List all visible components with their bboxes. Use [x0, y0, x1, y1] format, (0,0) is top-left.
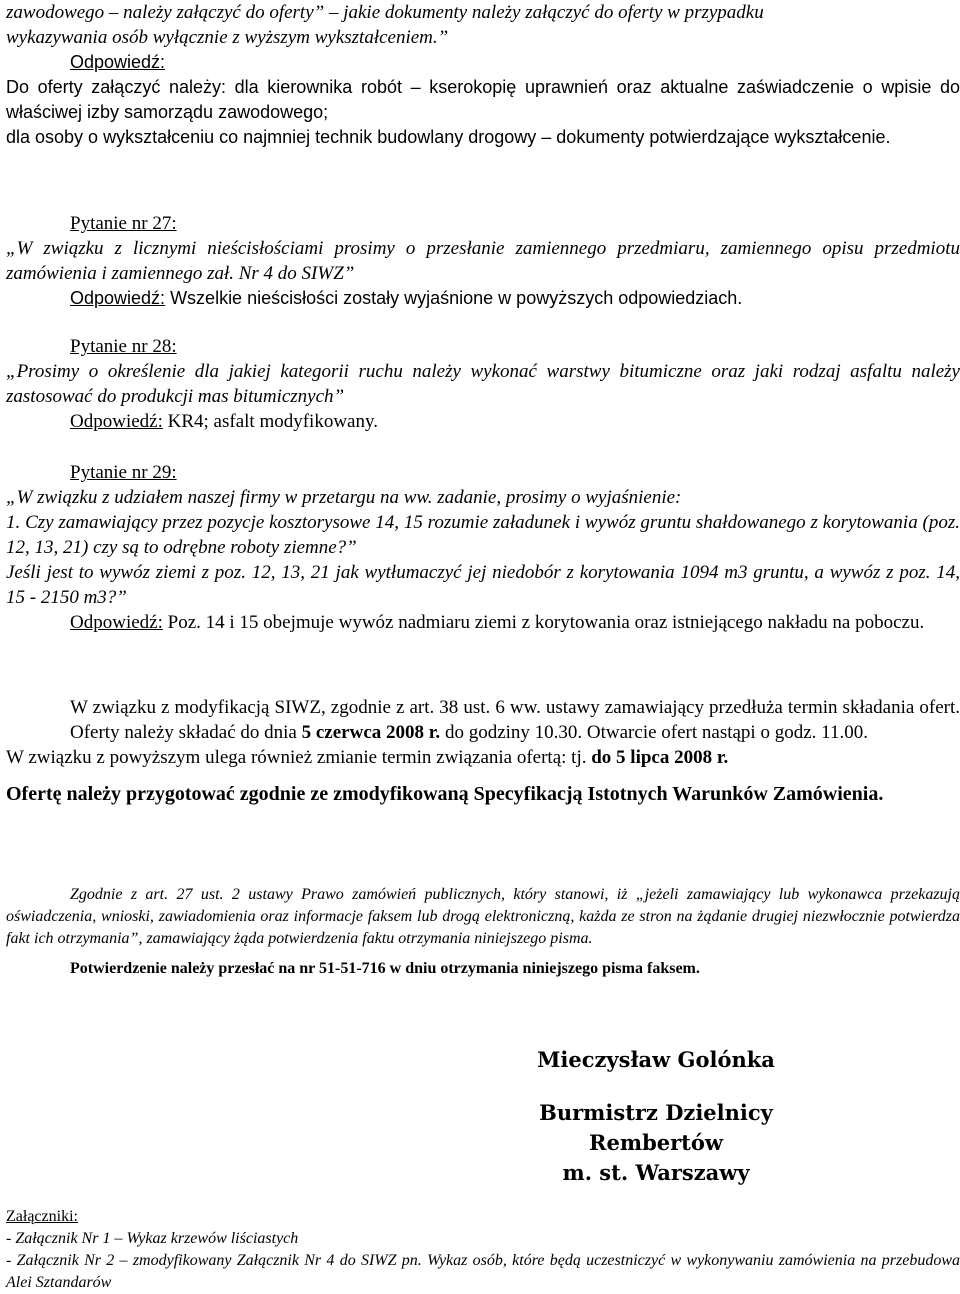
- prev-answer-line1: Do oferty załączyć należy: dla kierownika robót – kserokopię uprawnień oraz aktualne zaświadczenie o wpisie do właściwej izby samorządu zawodowego;: [6, 77, 960, 122]
- question-28-text: „Prosimy o określenie dla jakiej kategorii ruchu należy wykonać warstwy bitumiczne oraz jaki rodzaj asfaltu należy zastosować do produkcji mas bitumicznych”: [6, 361, 960, 407]
- prev-question-line2: wykazywania osób wyłącznie z wyższym wykształceniem.”: [6, 27, 449, 48]
- prev-answer-label: Odpowiedź:: [70, 52, 166, 72]
- question-29-line2: 1. Czy zamawiający przez pozycje kosztorysowe 14, 15 rozumie załadunek i wywóz gruntu shałdowanego z korytowania (poz. 12, 13, 21) czy są to odrębne roboty ziemne?”: [6, 512, 960, 558]
- prev-question-tail: [6, 0, 960, 50]
- attachments: [6, 1206, 960, 1294]
- modification-notice: [6, 695, 960, 807]
- attachment-item-2: - Załącznik Nr 2 – zmodyfikowany Załącznik Nr 4 do SIWZ pn. Wykaz osób, które będą uczestniczyć w wykonywaniu zamówienia na przebudowa Alei Sztandarów: [6, 1252, 960, 1291]
- question-28-answer: [6, 409, 960, 434]
- prev-answer-line2: dla osoby o wykształceniu co najmniej technik budowlany drogowy – dokumenty potwierdzające wykształcenie.: [6, 127, 891, 147]
- binding-text: W związku z powyższym ulega również zmianie termin związania ofertą: tj.: [6, 747, 592, 768]
- confirmation-text: Potwierdzenie należy przesłać na nr 51-51-716 w dniu otrzymania niniejszego pisma faksem.: [70, 960, 700, 977]
- deadline-text-a: W związku z modyfikacją SIWZ, zgodnie z art. 38 ust. 6 ww. ustawy zamawiający przedłuża termin składania ofert. Oferty należy składać do dnia: [70, 697, 960, 743]
- deadline-text-b: do godziny 10.30. Otwarcie ofert nastąpi o godz. 11.00.: [440, 722, 868, 743]
- answer-29-label: Odpowiedź:: [70, 612, 163, 633]
- signatory-title-line1: Burmistrz Dzielnicy Rembertów: [539, 1100, 773, 1155]
- question-27-label: Pytanie nr 27:: [70, 213, 177, 234]
- question-29-label: Pytanie nr 29:: [70, 462, 177, 483]
- question-29: [6, 460, 960, 635]
- signature-block: [496, 1045, 816, 1188]
- signatory-name: Mieczysław Golónka: [537, 1047, 775, 1072]
- answer-28-label: Odpowiedź:: [70, 411, 163, 432]
- bold-notice: Ofertę należy przygotować zgodnie ze zmodyfikowaną Specyfikacją Istotnych Warunków Zamówienia.: [6, 783, 884, 805]
- attachments-label: Załączniki:: [6, 1208, 78, 1225]
- question-29-line3: Jeśli jest to wywóz ziemi z poz. 12, 13, 21 jak wytłumaczyć jej niedobór z korytowania 1094 m3 gruntu, a wywóz z poz. 14, 15 - 2150 m3?”: [6, 562, 960, 608]
- legal-note: [6, 884, 960, 980]
- binding-paragraph: [6, 745, 960, 770]
- answer-27-label: Odpowiedź:: [70, 288, 166, 308]
- answer-27-text: Wszelkie nieścisłości zostały wyjaśnione w powyższych odpowiedziach.: [165, 288, 743, 308]
- question-27-answer: [6, 286, 960, 311]
- legal-text: Zgodnie z art. 27 ust. 2 ustawy Prawo zamówień publicznych, który stanowi, iż „jeżeli zamawiający lub wykonawca przekazują oświadczenia, wnioski, zawiadomienia oraz informacje faksem lub drogą elektroniczną, każda ze stron na żądanie drugiej niezwłocznie potwierdza fakt ich otrzymania”, zamawiający żąda potwierdzenia faktu otrzymania niniejszego pisma.: [6, 886, 960, 947]
- deadline-date: 5 czerwca 2008 r.: [301, 722, 441, 743]
- binding-date: do 5 lipca 2008 r.: [591, 747, 729, 768]
- question-28: [6, 334, 960, 434]
- prev-answer-block: [6, 50, 960, 150]
- signatory-title-line2: m. st. Warszawy: [562, 1160, 750, 1185]
- deadline-paragraph: [6, 695, 960, 745]
- question-27: [6, 211, 960, 311]
- question-27-text: „W związku z licznymi nieścisłościami prosimy o przesłanie zamiennego przedmiaru, zamiennego opisu przedmiotu zamówienia i zamiennego zał. Nr 4 do SIWZ”: [6, 238, 960, 284]
- prev-question-line1: zawodowego – należy załączyć do oferty” – jakie dokumenty należy załączyć do oferty w przypadku: [6, 2, 764, 23]
- question-28-label: Pytanie nr 28:: [70, 336, 177, 357]
- answer-28-text: KR4; asfalt modyfikowany.: [162, 411, 378, 432]
- question-29-line1: „W związku z udziałem naszej firmy w przetargu na ww. zadanie, prosimy o wyjaśnienie:: [6, 487, 682, 508]
- answer-29-text: Poz. 14 i 15 obejmuje wywóz nadmiaru ziemi z korytowania oraz istniejącego nakładu na poboczu.: [162, 612, 925, 633]
- question-29-answer: [6, 610, 960, 635]
- attachment-item-1: - Załącznik Nr 1 – Wykaz krzewów liściastych: [6, 1230, 299, 1247]
